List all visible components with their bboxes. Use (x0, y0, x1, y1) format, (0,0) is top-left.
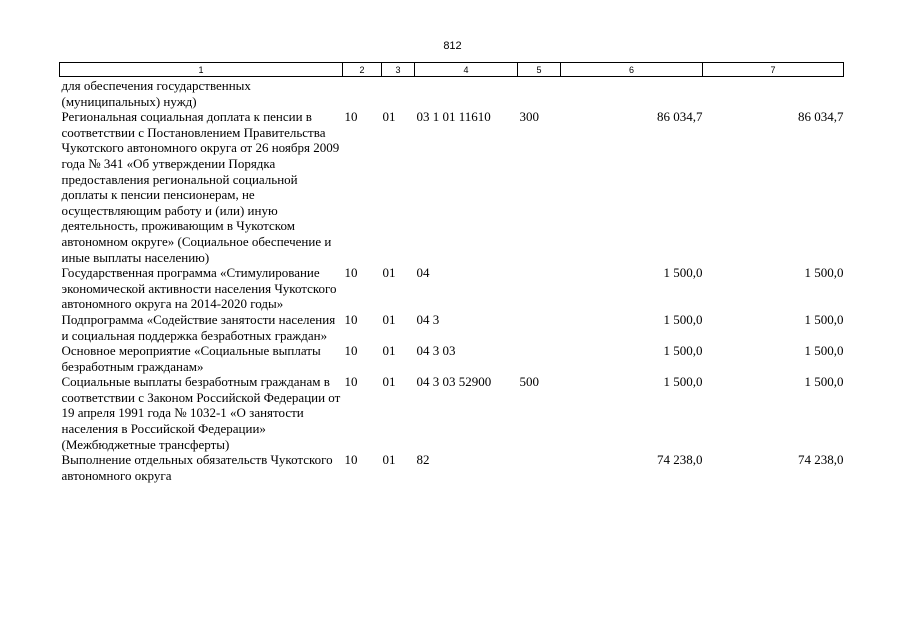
table-row (60, 374, 844, 452)
row-sum-1: 1 500,0 (663, 343, 703, 359)
row-section: 10 (344, 109, 358, 125)
row-sum-2: 86 034,7 (798, 109, 844, 125)
table-row (60, 77, 844, 110)
header-col-1: 1 (60, 63, 343, 77)
row-name: Подпрограмма «Содействие занятости населения и социальная поддержка безработных граждан» (61, 311, 336, 343)
row-target-article: 82 (416, 452, 430, 468)
row-target-article: 03 1 01 11610 (416, 109, 491, 125)
header-row (60, 63, 844, 77)
row-name: Выполнение отдельных обязательств Чукотского автономного округа (61, 452, 333, 483)
row-subsection: 01 (382, 311, 396, 327)
table-row (60, 343, 844, 374)
row-target-article: 04 3 03 52900 (416, 374, 492, 390)
row-sum-1: 86 034,7 (657, 109, 703, 125)
row-sum-1 (561, 77, 703, 110)
row-subsection (382, 77, 415, 110)
row-target-article: 04 (416, 265, 430, 281)
table-row (60, 109, 844, 265)
header-col-5: 5 (518, 63, 561, 77)
page-number: 812 (443, 40, 462, 52)
table-row (60, 312, 844, 343)
row-name: Государственная программа «Стимулирование экономической активности населения Чукотского автономного округа на 2014-2020 годы» (61, 265, 337, 312)
row-section: 10 (344, 343, 358, 359)
row-subsection: 01 (382, 343, 396, 359)
budget-table (59, 62, 844, 483)
header-col-3: 3 (382, 63, 415, 77)
row-expense-type (518, 452, 561, 483)
row-expense-type (518, 265, 561, 312)
table-row (60, 452, 844, 483)
row-sum-2 (703, 77, 844, 110)
header-col-7: 7 (703, 63, 844, 77)
row-name: Основное мероприятие «Социальные выплаты безработным гражданам» (61, 343, 321, 374)
header-col-6: 6 (561, 63, 703, 77)
row-subsection: 01 (382, 109, 396, 125)
row-section: 10 (344, 311, 358, 327)
row-section: 10 (344, 374, 358, 390)
row-subsection: 01 (382, 374, 396, 390)
row-subsection: 01 (382, 452, 396, 468)
row-sum-1: 1 500,0 (663, 265, 703, 281)
row-sum-2: 1 500,0 (804, 311, 844, 327)
row-sum-2: 74 238,0 (798, 452, 844, 468)
row-name: Региональная социальная доплата к пенсии в соответствии с Постановлением Правительства Чукотского автономного округа от 26 ноября 2009 года № 341 «Об утверждении Порядка предоставления региональной социальной доплаты к пенсии пенсионерам, не осуществляющим работу и (или) иную деятельность, проживающим в Чукотском автономном округе» (Социальное обеспечение и иные выплаты населению) (61, 109, 340, 265)
row-section: 10 (344, 452, 358, 468)
row-target-article (415, 77, 518, 110)
row-expense-type (518, 77, 561, 110)
row-section (343, 77, 382, 110)
table-row (60, 265, 844, 312)
row-expense-type (518, 343, 561, 374)
row-sum-1: 1 500,0 (663, 311, 703, 327)
row-sum-2: 1 500,0 (804, 374, 844, 390)
row-sum-2: 1 500,0 (804, 343, 844, 359)
row-name: Социальные выплаты безработным гражданам в соответствии с Законом Российской Федерации от 19 апреля 1991 года № 1032-1 «О занятости населения в Российской Федерации» (Межбюджетные трансферты) (61, 374, 341, 452)
row-expense-type: 500 (519, 374, 539, 390)
header-col-2: 2 (343, 63, 382, 77)
row-sum-1: 1 500,0 (663, 374, 703, 390)
row-expense-type (518, 312, 561, 343)
row-name: для обеспечения государственных (муниципальных) нужд) (61, 78, 251, 109)
row-target-article: 04 3 03 (416, 343, 456, 359)
header-col-4: 4 (415, 63, 518, 77)
row-sum-2: 1 500,0 (804, 265, 844, 281)
row-target-article: 04 3 (416, 311, 440, 327)
row-subsection: 01 (382, 265, 396, 281)
row-section: 10 (344, 265, 358, 281)
row-sum-1: 74 238,0 (657, 452, 703, 468)
row-expense-type: 300 (519, 109, 539, 125)
